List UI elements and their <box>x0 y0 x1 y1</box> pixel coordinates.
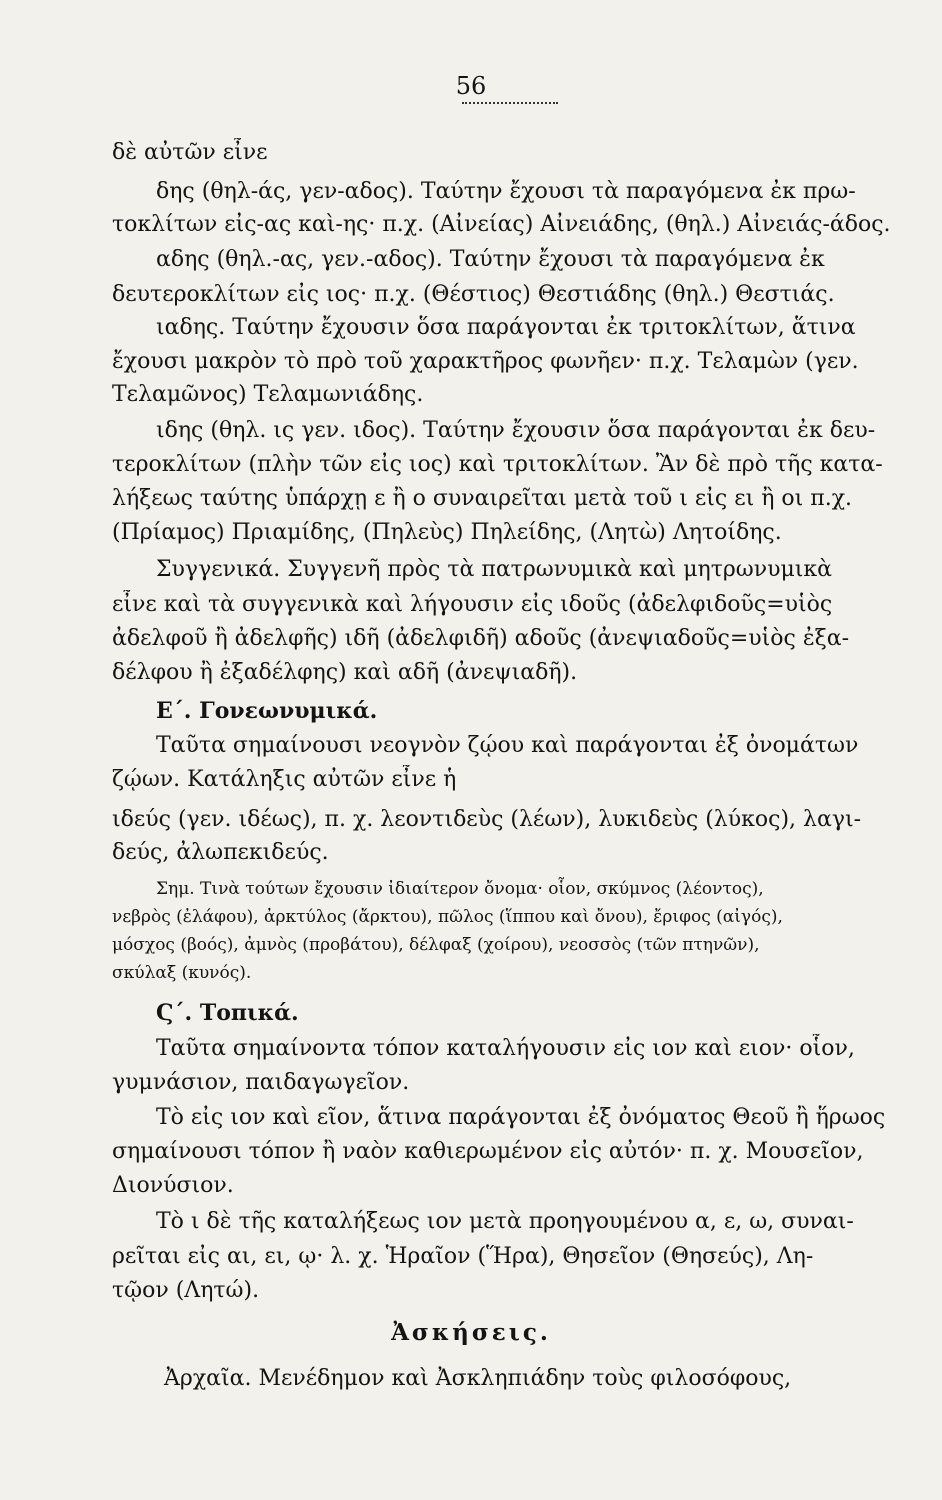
text-line: Τελαμῶνος) Τελαμωνιάδης. <box>112 382 424 407</box>
page-number-ornament <box>462 102 558 104</box>
text-line: τῷον (Λητώ). <box>112 1278 260 1303</box>
text-line: γυμνάσιον, παιδαγωγεῖον. <box>112 1070 410 1095</box>
note-line: σκύλαξ (κυνός). <box>112 963 252 983</box>
note-line: μόσχος (βοός), ἀμνὸς (προβάτου), δέλφαξ (χοίρου), νεοσσὸς (τῶν πτηνῶν), <box>112 935 760 955</box>
section-heading: Ϛ΄. Τοπικά. <box>156 1000 299 1026</box>
text-line: λήξεως ταύτης ὑπάρχῃ ε ἢ ο συναιρεῖται μετὰ τοῦ ι εἰς ει ἢ οι π.χ. <box>112 486 853 511</box>
note-line: Σημ. Τινὰ τούτων ἔχουσιν ἰδιαίτερον ὄνομα· οἷον, σκύμνος (λέοντος), <box>156 879 764 899</box>
text-line: ιαδης. Ταύτην ἔχουσιν ὅσα παράγονται ἐκ τριτοκλίτων, ἅτινα <box>156 315 856 340</box>
text-line: αδης (θηλ.-ας, γεν.-αδος). Ταύτην ἔχουσι τὰ παραγόμενα ἐκ <box>156 247 825 272</box>
text-line: Ταῦτα σημαίνουσι νεογνὸν ζῴου καὶ παράγονται ἐξ ὀνομάτων <box>156 733 859 758</box>
text-line: ἔχουσι μακρὸν τὸ πρὸ τοῦ χαρακτῆρος φωνῆεν· π.χ. Τελαμὼν (γεν. <box>112 349 859 374</box>
text-line: σημαίνουσι τόπον ἢ ναὸν καθιερωμένον εἰς αὐτόν· π. χ. Μουσεῖον, <box>112 1139 864 1164</box>
text-line: ρεῖται εἰς αι, ει, ῳ· λ. χ. Ἡραῖον (Ἥρα), Θησεῖον (Θησεύς), Λη- <box>112 1244 814 1269</box>
text-line: δέλφου ἢ ἐξαδέλφης) καὶ αδῆ (ἀνεψιαδῆ). <box>112 660 578 685</box>
text-line: Ἀρχαῖα. Μενέδημον καὶ Ἀσκληπιάδην τοὺς φιλοσόφους, <box>164 1366 792 1391</box>
text-line: ιδεύς (γεν. ιδέως), π. χ. λεοντιδεὺς (λέων), λυκιδεὺς (λύκος), λαγι- <box>112 807 862 832</box>
text-line: (Πρίαμος) Πριαμίδης, (Πηλεὺς) Πηλείδης, (Λητὼ) Λητοίδης. <box>112 520 782 545</box>
text-line: Ταῦτα σημαίνοντα τόπον καταλήγουσιν εἰς ιον καὶ ειον· οἷον, <box>156 1036 855 1061</box>
text-line: Συγγενικά. Συγγενῆ πρὸς τὰ πατρωνυμικὰ καὶ μητρωνυμικὰ <box>156 557 833 582</box>
text-line: Διονύσιον. <box>112 1173 234 1198</box>
text-line: δὲ αὐτῶν εἶνε <box>112 140 268 165</box>
page-number: 56 <box>455 72 487 100</box>
text-line: τεροκλίτων (πλὴν τῶν εἰς ιος) καὶ τριτοκλίτων. Ἂν δὲ πρὸ τῆς κατα- <box>112 452 883 477</box>
text-line: ιδης (θηλ. ις γεν. ιδος). Ταύτην ἔχουσιν ὅσα παράγονται ἐκ δευ- <box>156 418 876 443</box>
text-line: ζῴων. Κατάληξις αὐτῶν εἶνε ἡ <box>112 767 457 792</box>
text-line: εἶνε καὶ τὰ συγγενικὰ καὶ λήγουσιν εἰς ιδοῦς (ἀδελφιδοῦς=υἱὸς <box>112 592 833 617</box>
text-line: ἀδελφοῦ ἢ ἀδελφῆς) ιδῆ (ἀδελφιδῆ) αδοῦς (ἀνεψιαδοῦς=υἱὸς ἐξα- <box>112 626 850 651</box>
text-line: Τὸ εἰς ιον καὶ εῖον, ἅτινα παράγονται ἐξ ὀνόματος Θεοῦ ἢ ἥρωος <box>156 1105 886 1130</box>
text-line: δης (θηλ-άς, γεν-αδος). Ταύτην ἔχουσι τὰ παραγόμενα ἐκ πρω- <box>156 179 856 204</box>
section-heading: Ε΄. Γονεωνυμικά. <box>156 698 378 724</box>
text-line: δευτεροκλίτων εἰς ιος· π.χ. (Θέστιος) Θεστιάδης (θηλ.) Θεστιάς. <box>112 282 835 307</box>
exercises-heading: Ἀσκήσεις. <box>391 1319 551 1346</box>
text-line: Τὸ ι δὲ τῆς καταλήξεως ιον μετὰ προηγουμένου α, ε, ω, συναι- <box>156 1209 854 1234</box>
text-line: τοκλίτων εἰς-ας καὶ-ης· π.χ. (Αἰνείας) Αἰνειάδης, (θηλ.) Αἰνειάς-άδος. <box>112 212 891 237</box>
note-line: νεβρὸς (ἐλάφου), ἀρκτύλος (ἄρκτου), πῶλος (ἵππου καὶ ὄνου), ἔριφος (αἰγός), <box>112 907 783 927</box>
text-line: δεύς, ἀλωπεκιδεύς. <box>112 840 329 865</box>
